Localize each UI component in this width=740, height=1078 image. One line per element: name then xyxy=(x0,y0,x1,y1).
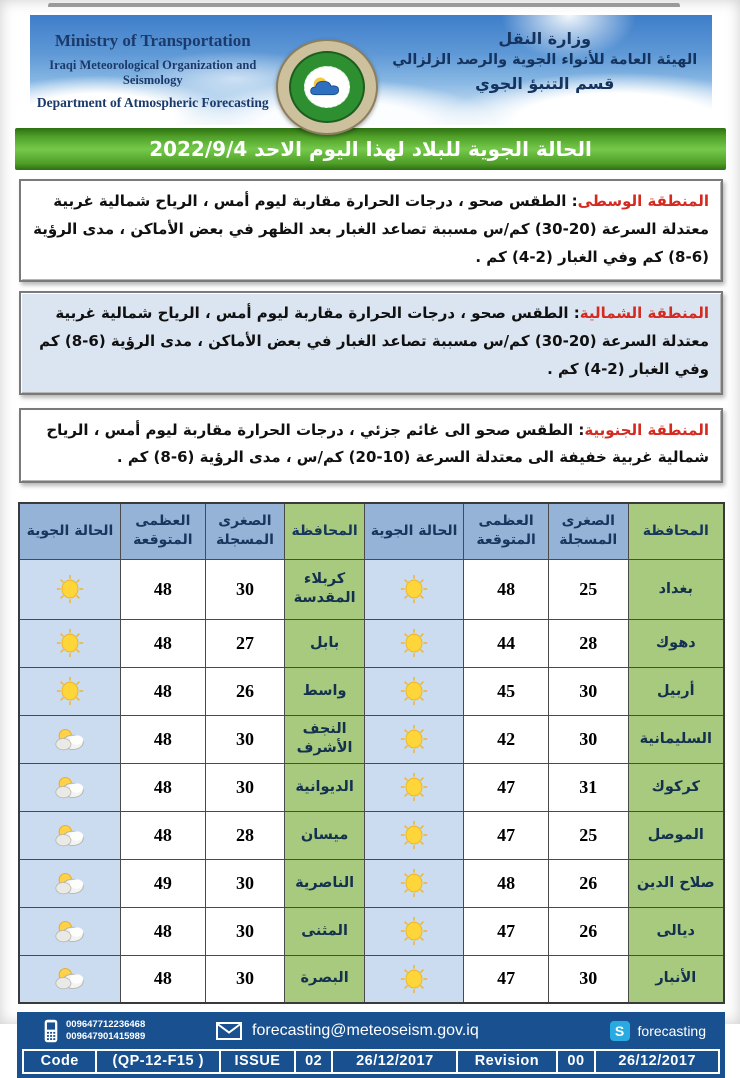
weather-icon xyxy=(55,681,85,700)
recorded-min-cell: 30 xyxy=(205,715,285,763)
weather-icon xyxy=(55,579,85,598)
phone-number-1: 009647712236468 xyxy=(66,1018,146,1030)
weather-condition-cell xyxy=(364,907,463,955)
weather-condition-cell xyxy=(19,619,121,667)
contact-footer xyxy=(17,1012,725,1078)
recorded-min-cell: 30 xyxy=(205,955,285,1003)
expected-max-cell: 48 xyxy=(121,955,206,1003)
envelope-icon xyxy=(216,1022,242,1040)
table-row xyxy=(19,559,724,619)
code-label: Code xyxy=(40,1053,79,1069)
recorded-min-cell: 28 xyxy=(548,619,628,667)
expected-max-cell: 47 xyxy=(464,811,549,859)
logo-green-ring xyxy=(289,51,365,123)
recorded-min-cell: 30 xyxy=(205,763,285,811)
header-expected-max-right: العظمى المتوقعة xyxy=(464,503,549,559)
weather-condition-cell xyxy=(19,955,121,1003)
weather-icon xyxy=(53,921,87,940)
expected-max-cell: 48 xyxy=(121,715,206,763)
province-cell: أربيل xyxy=(628,667,724,715)
region-forecast-northern xyxy=(19,291,723,394)
logo-cloud-sun-icon xyxy=(304,66,350,108)
province-cell: الأنبار xyxy=(628,955,724,1003)
expected-max-cell: 47 xyxy=(464,763,549,811)
weather-icon xyxy=(53,873,87,892)
header-recorded-min-right: الصغرى المسجلة xyxy=(548,503,628,559)
province-cell: البصرة xyxy=(285,955,365,1003)
contact-row xyxy=(22,1016,720,1046)
expected-max-cell: 44 xyxy=(464,619,549,667)
weather-icon xyxy=(399,579,429,598)
weather-condition-cell xyxy=(364,667,463,715)
meteorological-organization-logo xyxy=(276,39,378,135)
skype-icon xyxy=(610,1021,630,1041)
recorded-min-cell: 30 xyxy=(205,559,285,619)
recorded-min-cell: 30 xyxy=(205,907,285,955)
weather-icon xyxy=(53,729,87,748)
expected-max-cell: 48 xyxy=(121,667,206,715)
weather-condition-cell xyxy=(19,559,121,619)
organization-title-ar: الهيئة العامة للأنواء الجوية والرصد الزلزالي xyxy=(392,52,698,68)
region-forecast-southern xyxy=(19,408,723,484)
weather-icon xyxy=(399,825,429,844)
table-row xyxy=(19,955,724,1003)
recorded-min-cell: 30 xyxy=(548,715,628,763)
province-cell: النجف الأشرف xyxy=(285,715,365,763)
report-title: الحالة الجوية للبلاد لهذا اليوم الاحد 2022/9/4 xyxy=(149,137,592,161)
weather-icon xyxy=(399,873,429,892)
table-row xyxy=(19,763,724,811)
province-cell: بغداد xyxy=(628,559,724,619)
recorded-min-cell: 25 xyxy=(548,811,628,859)
table-row xyxy=(19,667,724,715)
expected-max-cell: 42 xyxy=(464,715,549,763)
weather-icon xyxy=(399,729,429,748)
region-forecast-text: : الطقس صحو ، درجات الحرارة مقاربة ليوم أمس ، الرياح شمالية غربية معتدلة السرعة (20-30) كم/س مسببة تصاعد الغبار في بعض الأماكن ، مدى الرؤية (6-8) كم وفي الغبار (2-4) كم . xyxy=(39,304,709,378)
weather-condition-cell xyxy=(19,859,121,907)
table-header-row xyxy=(19,503,724,559)
province-cell: الناصرية xyxy=(285,859,365,907)
province-cell: كربلاء المقدسة xyxy=(285,559,365,619)
weather-condition-cell xyxy=(364,859,463,907)
document-header xyxy=(30,15,712,125)
expected-max-cell: 48 xyxy=(464,559,549,619)
revision-label: Revision xyxy=(456,1051,555,1072)
skype-username: forecasting xyxy=(637,1023,706,1039)
region-forecast-text: : الطقس صحو الى غائم جزئي ، درجات الحرارة مقاربة ليوم أمس ، الرياح شمالية غربية خفيفة الى معتدلة السرعة (10-20) كم/س ، مدى الرؤية (6-8) كم . xyxy=(46,420,709,467)
province-cell: صلاح الدين xyxy=(628,859,724,907)
expected-max-cell: 47 xyxy=(464,907,549,955)
table-row xyxy=(19,619,724,667)
province-cell: كركوك xyxy=(628,763,724,811)
expected-max-cell: 49 xyxy=(121,859,206,907)
weather-icon xyxy=(399,921,429,940)
weather-icon xyxy=(53,777,87,796)
expected-max-cell: 48 xyxy=(121,763,206,811)
province-cell: واسط xyxy=(285,667,365,715)
code-value: (QP-12-F15 ) xyxy=(95,1051,219,1072)
weather-condition-cell xyxy=(19,763,121,811)
weather-icon xyxy=(399,633,429,652)
expected-max-cell: 48 xyxy=(121,559,206,619)
province-cell: دهوك xyxy=(628,619,724,667)
recorded-min-cell: 26 xyxy=(548,859,628,907)
issue-date: 26/12/2017 xyxy=(331,1051,456,1072)
province-cell: الديوانية xyxy=(285,763,365,811)
department-title-ar: قسم التنبؤ الجوي xyxy=(475,74,615,93)
table-row xyxy=(19,907,724,955)
recorded-min-cell: 25 xyxy=(548,559,628,619)
phone-number-2: 009647901415989 xyxy=(66,1031,146,1042)
ministry-title-ar: وزارة النقل xyxy=(498,29,592,48)
table-row xyxy=(19,859,724,907)
expected-max-cell: 48 xyxy=(464,859,549,907)
region-name-label: المنطقة الوسطى xyxy=(577,192,709,210)
expected-max-cell: 45 xyxy=(464,667,549,715)
region-forecast-central xyxy=(19,179,723,282)
region-forecast-text: : الطقس صحو ، درجات الحرارة مقاربة ليوم أمس ، الرياح شمالية غربية معتدلة السرعة (20-30) كم/س مسببة تصاعد الغبار بعد الظهر في بعض الأماكن ، مدى الرؤية (6-8) كم وفي الغبار (2-4) كم . xyxy=(33,192,709,266)
header-arabic-block xyxy=(378,15,712,93)
email-address: forecasting@meteoseism.gov.iq xyxy=(252,1022,479,1039)
recorded-min-cell: 30 xyxy=(548,667,628,715)
phone-contact xyxy=(42,1019,145,1044)
weather-condition-cell xyxy=(364,811,463,859)
expected-max-cell: 48 xyxy=(121,811,206,859)
issue-number: 02 xyxy=(294,1051,331,1072)
weather-icon xyxy=(53,825,87,844)
revision-number: 00 xyxy=(556,1051,595,1072)
expected-max-cell: 48 xyxy=(121,619,206,667)
header-weather-condition-left: الحالة الجوية xyxy=(19,503,121,559)
weather-condition-cell xyxy=(19,907,121,955)
weather-icon xyxy=(399,777,429,796)
header-expected-max-left: العظمى المتوقعة xyxy=(121,503,206,559)
provinces-weather-table xyxy=(18,502,725,1004)
province-cell: ميسان xyxy=(285,811,365,859)
recorded-min-cell: 31 xyxy=(548,763,628,811)
recorded-min-cell: 30 xyxy=(205,859,285,907)
recorded-min-cell: 27 xyxy=(205,619,285,667)
province-cell: السليمانية xyxy=(628,715,724,763)
scan-edge-artifact xyxy=(48,3,680,9)
recorded-min-cell: 26 xyxy=(205,667,285,715)
weather-condition-cell xyxy=(364,559,463,619)
phone-numbers xyxy=(66,1019,145,1044)
region-name-label: المنطقة الجنوبية xyxy=(584,420,709,439)
issue-label: ISSUE xyxy=(219,1051,294,1072)
weather-condition-cell xyxy=(19,715,121,763)
expected-max-cell: 47 xyxy=(464,955,549,1003)
expected-max-cell: 48 xyxy=(121,907,206,955)
header-weather-condition-right: الحالة الجوية xyxy=(364,503,463,559)
department-title-en: Department of Atmospheric Forecasting xyxy=(36,95,269,110)
weather-condition-cell xyxy=(364,619,463,667)
weather-condition-cell xyxy=(19,811,121,859)
province-cell: المثنى xyxy=(285,907,365,955)
weather-icon xyxy=(55,633,85,652)
recorded-min-cell: 26 xyxy=(548,907,628,955)
recorded-min-cell: 30 xyxy=(548,955,628,1003)
header-english-block xyxy=(30,15,276,111)
recorded-min-cell: 28 xyxy=(205,811,285,859)
mobile-phone-icon xyxy=(42,1019,60,1043)
document-code-row xyxy=(22,1049,720,1074)
table-row xyxy=(19,811,724,859)
ministry-title-en: Ministry of Transportation xyxy=(54,31,251,50)
revision-date: 26/12/2017 xyxy=(594,1051,718,1072)
province-cell: الموصل xyxy=(628,811,724,859)
weather-icon xyxy=(399,681,429,700)
header-province-right: المحافظة xyxy=(628,503,724,559)
table-row xyxy=(19,715,724,763)
header-recorded-min-left: الصغرى المسجلة xyxy=(205,503,285,559)
region-name-label: المنطقة الشمالية xyxy=(579,304,709,323)
report-title-banner xyxy=(15,128,726,170)
province-cell: ديالى xyxy=(628,907,724,955)
weather-icon xyxy=(53,968,87,987)
weather-icon xyxy=(399,968,429,987)
weather-condition-cell xyxy=(364,715,463,763)
weather-condition-cell xyxy=(364,763,463,811)
province-cell: بابل xyxy=(285,619,365,667)
weather-condition-cell xyxy=(19,667,121,715)
skype-contact xyxy=(610,1021,706,1041)
email-contact xyxy=(216,1022,479,1040)
header-province-left: المحافظة xyxy=(285,503,365,559)
organization-title-en: Iraqi Meteorological Organization and Seismology xyxy=(49,58,257,87)
weather-condition-cell xyxy=(364,955,463,1003)
